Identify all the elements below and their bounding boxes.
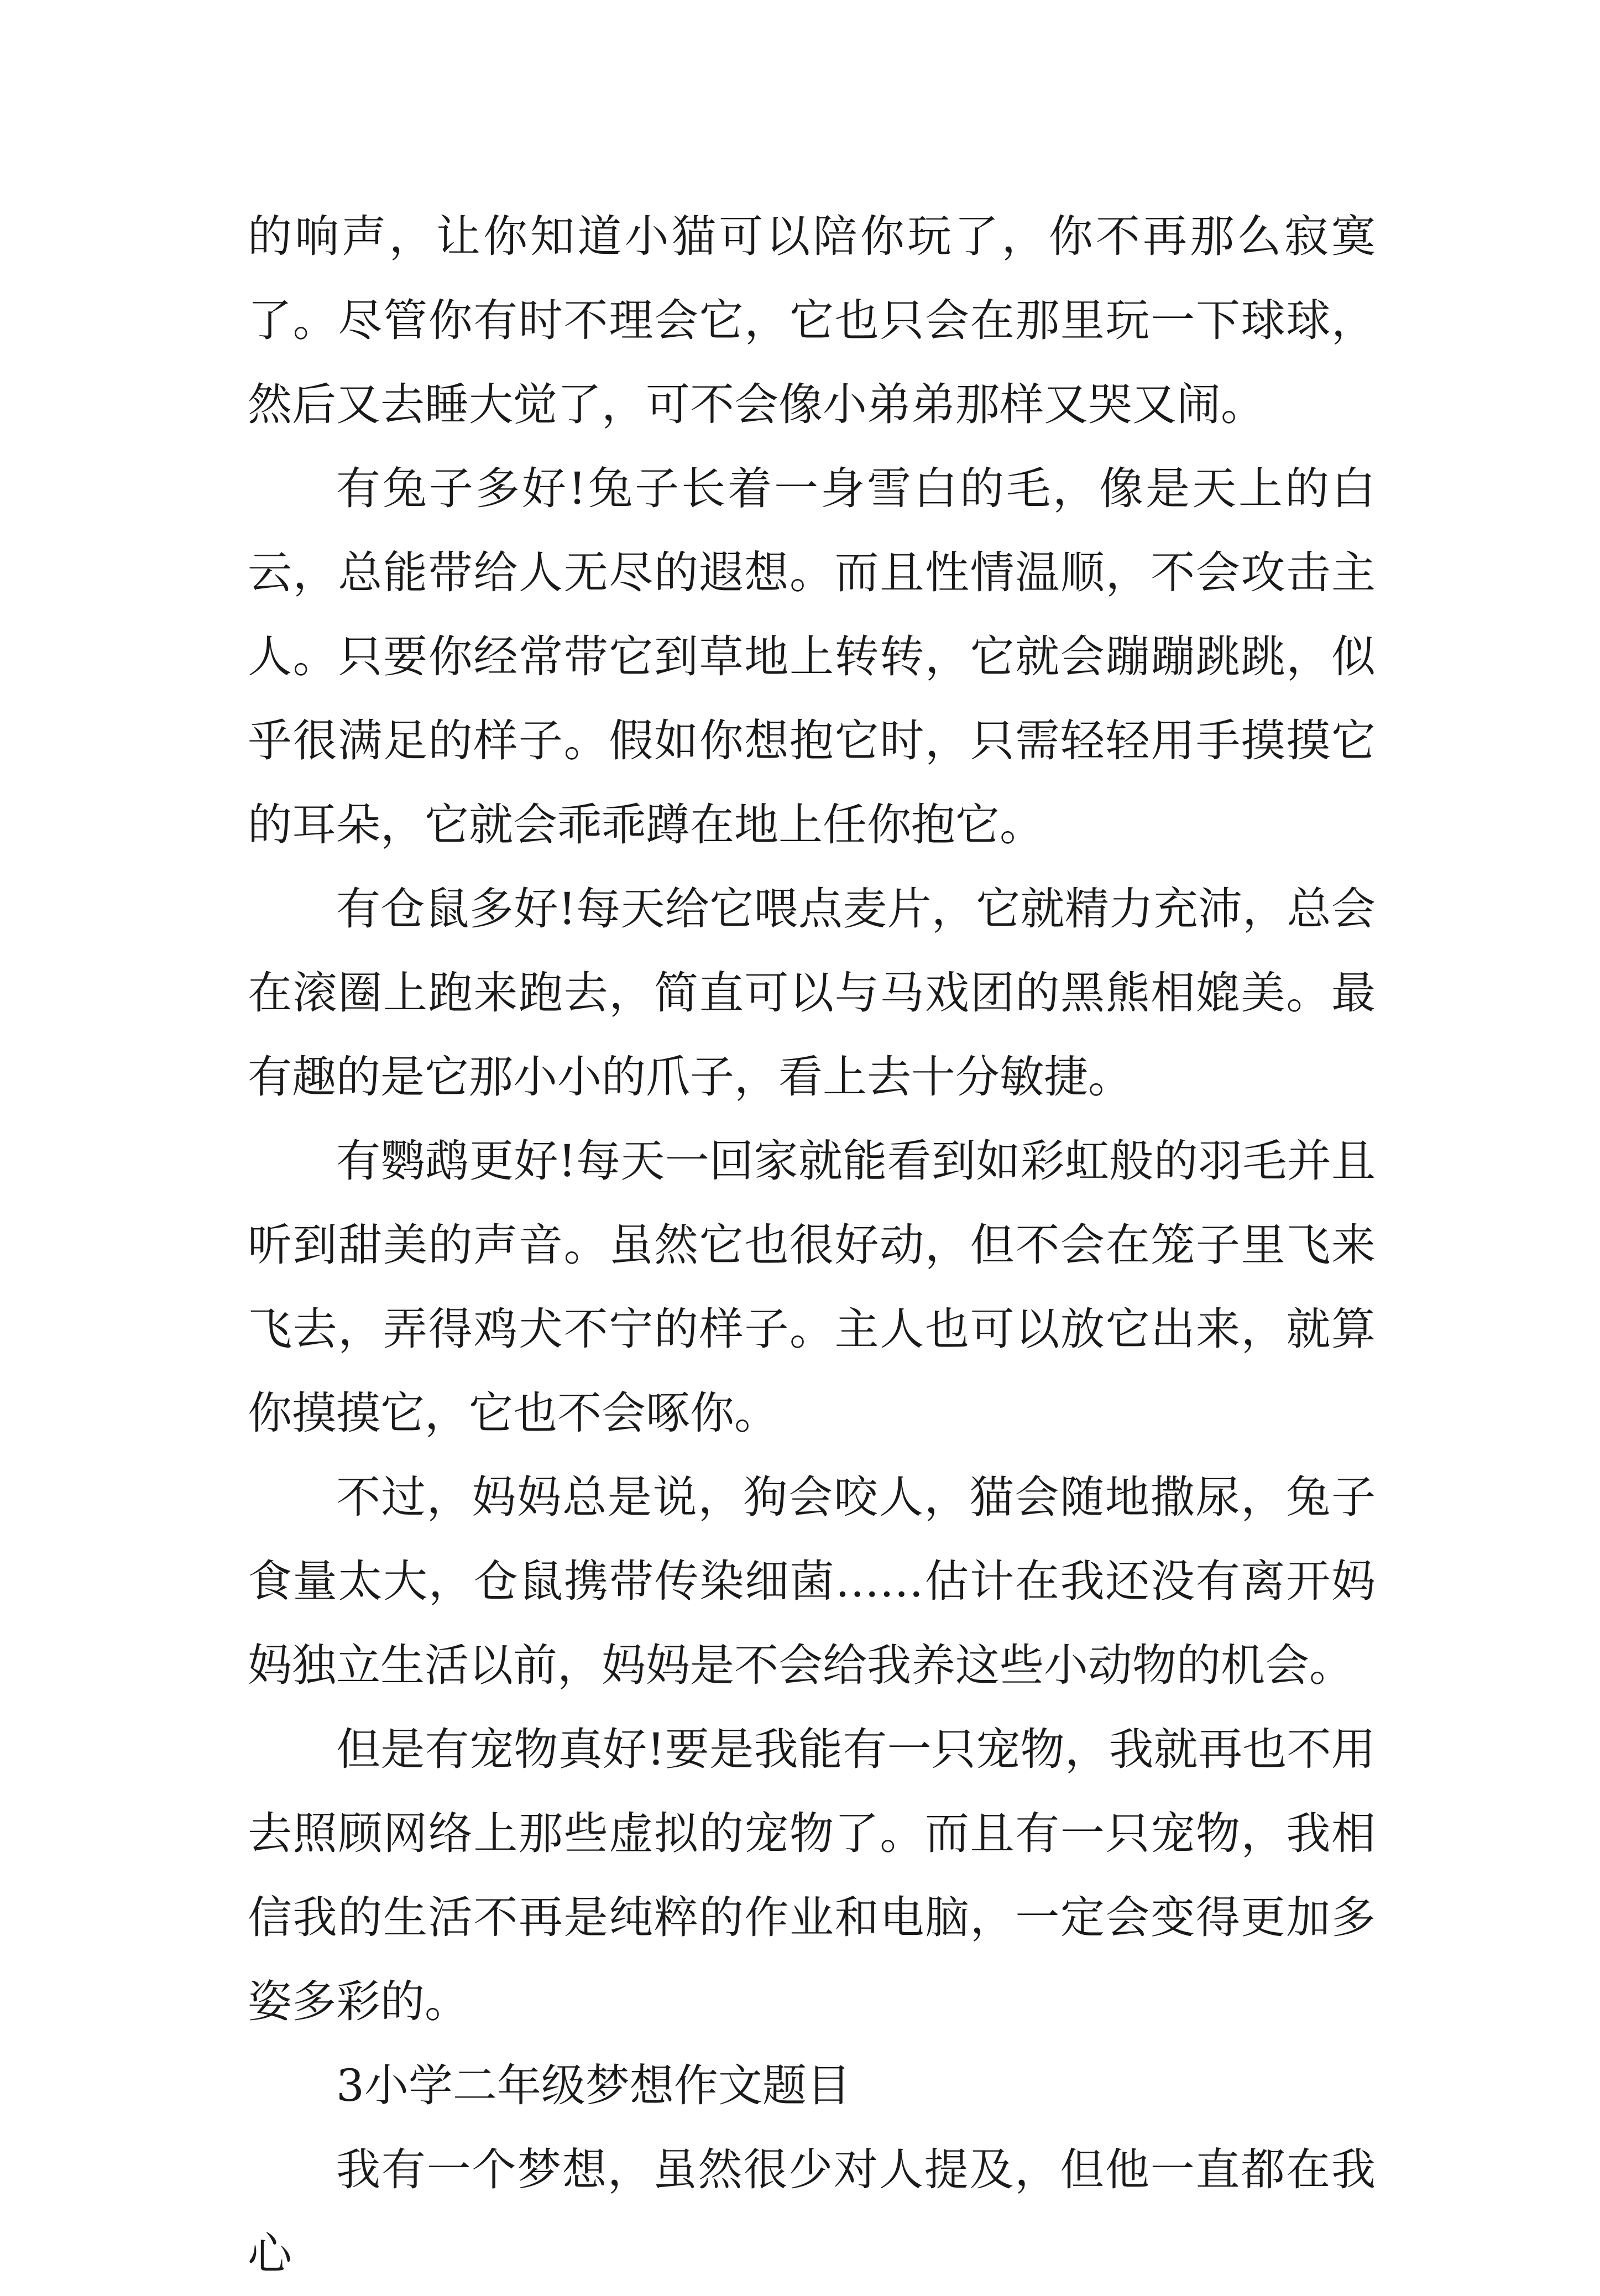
paragraph-rabbit: 有兔子多好!兔子长着一身雪白的毛，像是天上的白云，总能带给人无尽的遐想。而且性情温顺，不会攻击主人。只要你经常带它到草地上转转，它就会蹦蹦跳跳，似乎很满足的样子。假如你想抱它时，只需轻轻用手摸摸它的耳朵，它就会乖乖蹲在地上任你抱它。	[248, 463, 1376, 850]
section-heading: 3小学二年级梦想作文题目	[336, 2060, 851, 2111]
paragraph-parrot: 有鹦鹉更好!每天一回家就能看到如彩虹般的羽毛并且听到甜美的声音。虽然它也很好动，但不会在笼子里飞来飞去，弄得鸡犬不宁的样子。主人也可以放它出来，就算你摸摸它，它也不会啄你。	[248, 1135, 1376, 1439]
paragraph-continuation: 的响声，让你知道小猫可以陪你玩了，你不再那么寂寞了。尽管你有时不理会它，它也只会在那里玩一下球球，然后又去睡大觉了，可不会像小弟弟那样又哭又闹。	[248, 211, 1376, 430]
paragraph-mother: 不过，妈妈总是说，狗会咬人，猫会随地撒尿，兔子食量太大，仓鼠携带传染细菌……估计在我还没有离开妈妈独立生活以前，妈妈是不会给我养这些小动物的机会。	[248, 1471, 1376, 1691]
paragraph-hamster: 有仓鼠多好!每天给它喂点麦片，它就精力充沛，总会在滚圈上跑来跑去，简直可以与马戏团的黑熊相媲美。最有趣的是它那小小的爪子，看上去十分敏捷。	[248, 883, 1376, 1103]
document-body	[248, 195, 1376, 2296]
paragraph-conclusion: 但是有宠物真好!要是我能有一只宠物，我就再也不用去照顾网络上那些虚拟的宠物了。而且有一只宠物，我相信我的生活不再是纯粹的作业和电脑，一定会变得更加多姿多彩的。	[248, 1724, 1376, 2027]
paragraph-dream: 我有一个梦想，虽然很少对人提及，但他一直都在我心	[248, 2144, 1376, 2279]
